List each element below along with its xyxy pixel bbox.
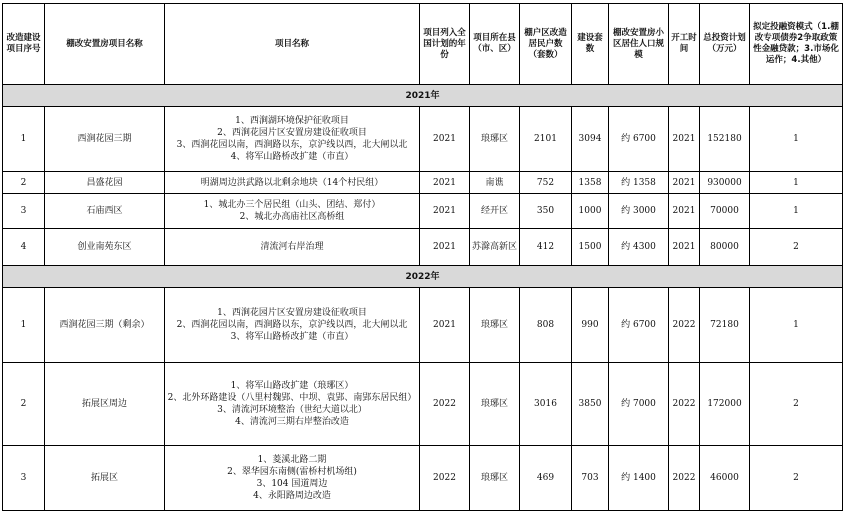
households-cell: 469: [520, 446, 572, 511]
header-cell: 棚户区改造居民户数（套数）: [520, 4, 572, 85]
no-cell: 3: [3, 446, 45, 511]
district-cell: 琅琊区: [470, 288, 520, 363]
investment-cell: 46000: [700, 446, 750, 511]
investment-cell: 930000: [700, 172, 750, 194]
year-label: 2022年: [3, 266, 843, 288]
households-cell: 808: [520, 288, 572, 363]
project-item: 1、西涧花园片区安置房建设征收项目: [217, 308, 367, 318]
project-item: 3、清流河环境整治（世纪大道以北）: [217, 405, 367, 415]
start-cell: 2022: [669, 288, 700, 363]
units-cell: 1500: [572, 229, 609, 266]
mode-cell: 1: [750, 194, 843, 229]
header-cell: 建设套数: [572, 4, 609, 85]
header-cell: 棚改安置房项目名称: [45, 4, 165, 85]
project-item: 1、菱溪北路二期: [257, 455, 327, 465]
project-item: 2、翠华园东南侧(雷桥村机场组): [227, 467, 357, 477]
units-cell: 703: [572, 446, 609, 511]
table-row: [3, 107, 843, 172]
investment-cell: 72180: [700, 288, 750, 363]
name-cell: 西涧花园三期: [45, 107, 165, 172]
population-cell: 约 3000: [609, 194, 669, 229]
name-cell: 拓展区周边: [45, 363, 165, 446]
project-items: [165, 194, 420, 229]
investment-cell: 70000: [700, 194, 750, 229]
project-item: 清流河右岸治理: [260, 242, 324, 252]
start-cell: 2021: [669, 172, 700, 194]
population-cell: 约 1400: [609, 446, 669, 511]
table-row: [3, 172, 843, 194]
project-item: 2、北外环路建设（八里村魏郢、中坝、袁郢、南郢东居民组）: [167, 393, 417, 403]
units-cell: 3094: [572, 107, 609, 172]
project-item: 1、城北办三个居民组（山头、团结、郑付）: [203, 200, 381, 210]
district-cell: 南谯: [470, 172, 520, 194]
households-cell: 412: [520, 229, 572, 266]
project-item: 2、西涧花园以南，西涧路以东，京沪线以西，北大闸以北: [176, 320, 408, 330]
district-cell: 苏滁高新区: [470, 229, 520, 266]
district-cell: 琅琊区: [470, 446, 520, 511]
project-items: [165, 288, 420, 363]
name-cell: 创业南苑东区: [45, 229, 165, 266]
start-cell: 2021: [669, 107, 700, 172]
name-cell: 西涧花园三期（剩余）: [45, 288, 165, 363]
header-cell: 改造建设项目序号: [3, 4, 45, 85]
resettlement-table: [2, 3, 843, 511]
investment-cell: 152180: [700, 107, 750, 172]
project-items: [165, 107, 420, 172]
project-item: 4、将军山路桥改扩建（市直）: [230, 152, 354, 162]
name-cell: 石庙西区: [45, 194, 165, 229]
start-cell: 2022: [669, 363, 700, 446]
table-row: [3, 288, 843, 363]
table-row: [3, 229, 843, 266]
units-cell: 3850: [572, 363, 609, 446]
plan-year-cell: 2021: [420, 107, 470, 172]
plan-year-cell: 2022: [420, 363, 470, 446]
header-row: [3, 4, 843, 85]
no-cell: 4: [3, 229, 45, 266]
project-items: [165, 363, 420, 446]
mode-cell: 2: [750, 229, 843, 266]
plan-year-cell: 2021: [420, 172, 470, 194]
project-item: 1、将军山路改扩建（琅琊区）: [230, 381, 354, 391]
district-cell: 琅琊区: [470, 107, 520, 172]
header-cell: 项目名称: [165, 4, 420, 85]
year-row: [3, 266, 843, 288]
start-cell: 2021: [669, 194, 700, 229]
households-cell: 3016: [520, 363, 572, 446]
name-cell: 拓展区: [45, 446, 165, 511]
no-cell: 1: [3, 288, 45, 363]
year-label: 2021年: [3, 85, 843, 107]
units-cell: 1000: [572, 194, 609, 229]
header-cell: 项目所在县（市、区）: [470, 4, 520, 85]
plan-year-cell: 2022: [420, 446, 470, 511]
header-cell: 项目列入全国计划的年份: [420, 4, 470, 85]
table-row: [3, 363, 843, 446]
project-item: 明湖周边洪武路以北剩余地块（14个村民组）: [200, 177, 384, 188]
investment-cell: 80000: [700, 229, 750, 266]
header-cell: 总投资计划（万元）: [700, 4, 750, 85]
district-cell: 经开区: [470, 194, 520, 229]
year-row: [3, 85, 843, 107]
project-item: 4、清流河三期右岸整治改造: [235, 417, 349, 427]
investment-cell: 172000: [700, 363, 750, 446]
district-cell: 琅琊区: [470, 363, 520, 446]
units-cell: 990: [572, 288, 609, 363]
project-item: 3、104 国道周边: [256, 479, 328, 489]
no-cell: 3: [3, 194, 45, 229]
no-cell: 2: [3, 363, 45, 446]
mode-cell: 2: [750, 363, 843, 446]
header-cell: 棚改安置房小区居住人口规模: [609, 4, 669, 85]
start-cell: 2021: [669, 229, 700, 266]
units-cell: 1358: [572, 172, 609, 194]
population-cell: 约 6700: [609, 107, 669, 172]
population-cell: 约 4300: [609, 229, 669, 266]
project-item: 2、城北办高庙社区高桥组: [239, 212, 345, 222]
table-row: [3, 194, 843, 229]
population-cell: 约 7000: [609, 363, 669, 446]
project-item: 2、西涧花园片区安置房建设征收项目: [217, 128, 367, 138]
population-cell: 约 6700: [609, 288, 669, 363]
households-cell: 350: [520, 194, 572, 229]
start-cell: 2022: [669, 446, 700, 511]
mode-cell: 1: [750, 172, 843, 194]
plan-year-cell: 2021: [420, 229, 470, 266]
households-cell: 2101: [520, 107, 572, 172]
plan-year-cell: 2021: [420, 194, 470, 229]
project-items: [165, 229, 420, 266]
plan-year-cell: 2021: [420, 288, 470, 363]
project-item: 3、西涧花园以南，西涧路以东，京沪线以西，北大闸以北: [176, 140, 408, 150]
header-cell: 拟定投融资模式（1.棚改专项债券2争取政策性金融贷款；3.市场化运作；4.其他）: [750, 4, 843, 85]
population-cell: 约 1358: [609, 172, 669, 194]
project-item: 1、西涧湖环境保护征收项目: [235, 116, 349, 126]
mode-cell: 1: [750, 107, 843, 172]
mode-cell: 1: [750, 288, 843, 363]
no-cell: 1: [3, 107, 45, 172]
mode-cell: 2: [750, 446, 843, 511]
document-page: [2, 3, 842, 511]
project-item: 4、永阳路周边改造: [253, 491, 331, 501]
project-item: 3、将军山路桥改扩建（市直）: [230, 332, 354, 342]
header-cell: 开工时间: [669, 4, 700, 85]
name-cell: 昌盛花园: [45, 172, 165, 194]
project-items: [165, 172, 420, 194]
no-cell: 2: [3, 172, 45, 194]
households-cell: 752: [520, 172, 572, 194]
